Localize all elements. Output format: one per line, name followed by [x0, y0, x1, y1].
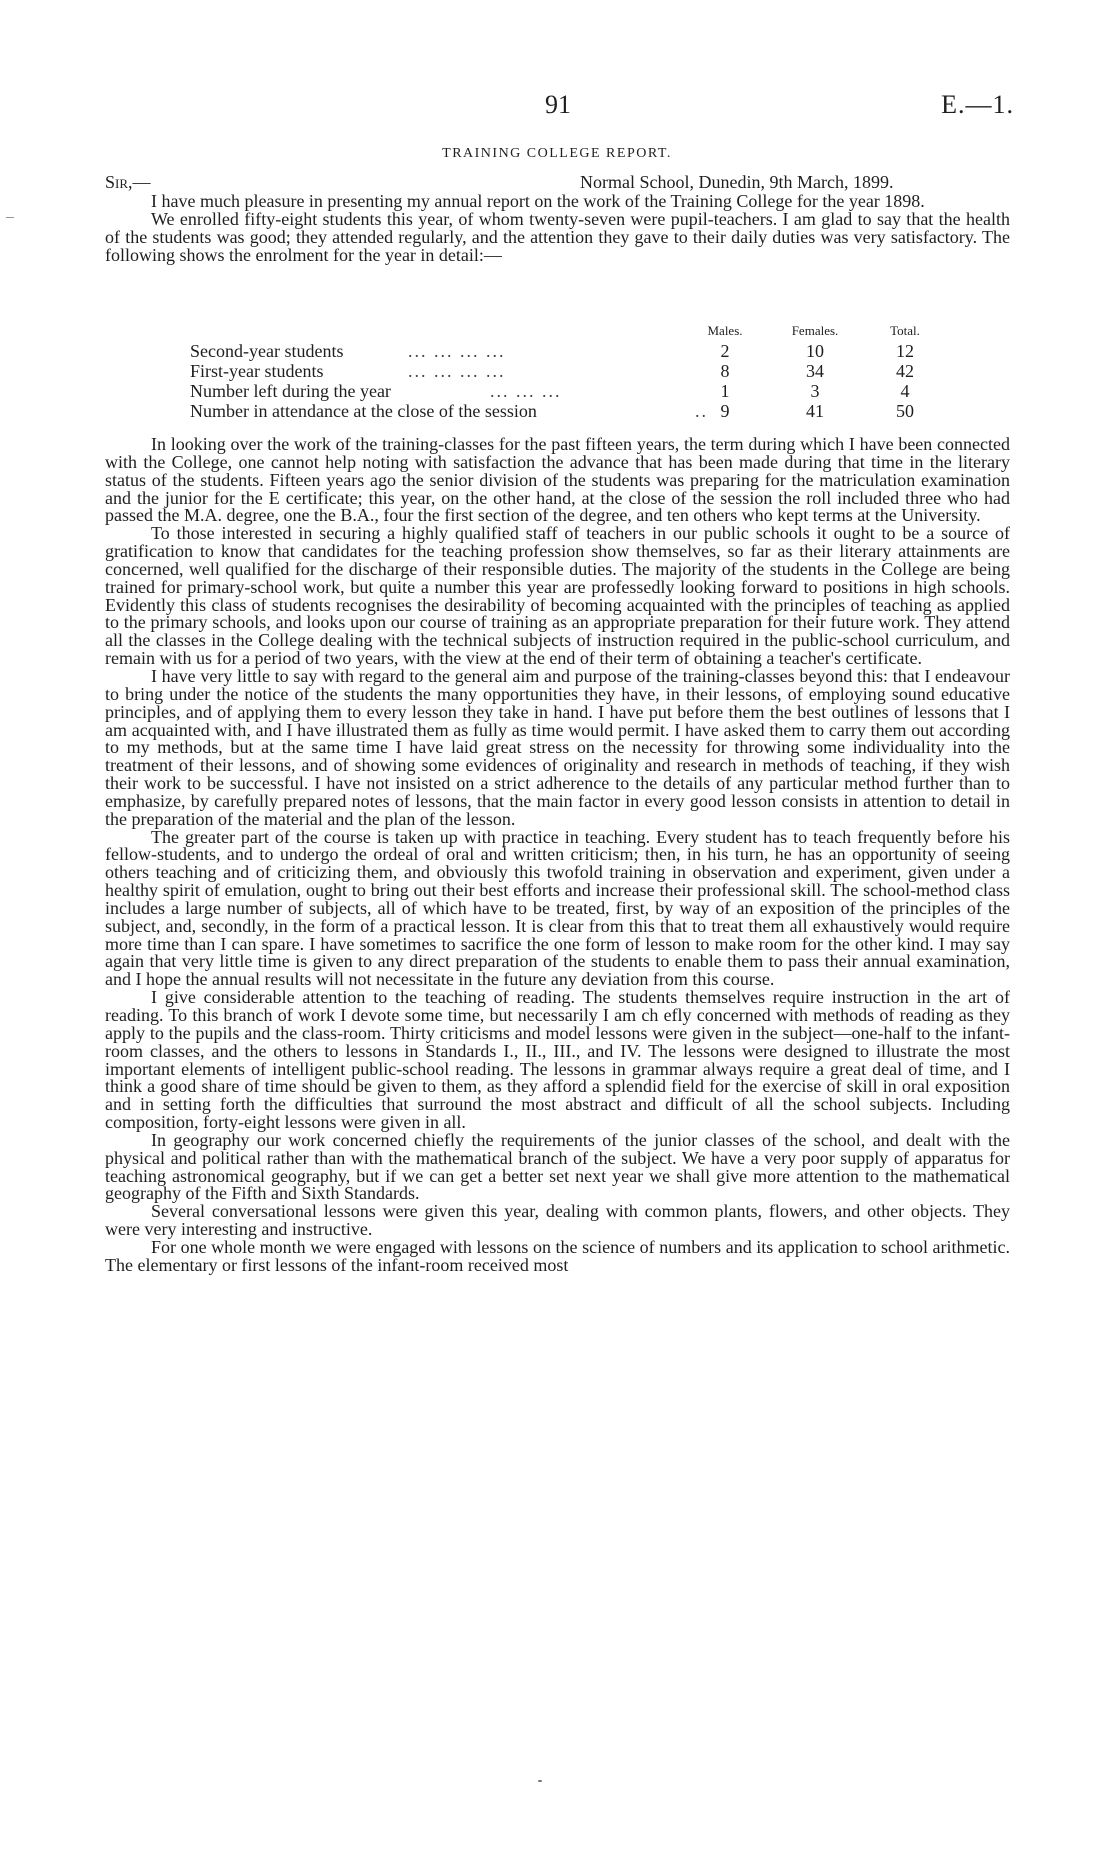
row-label: Second-year students: [190, 341, 344, 361]
males-value: 1: [720, 381, 730, 401]
paragraph: The greater part of the course is taken up with practice in teaching. Every student has to teach frequently before his fellow-students, and to undergo the ordeal of oral and written criticism; then, in his turn, he has an opportunity of seeing others teaching and of criticizing them, and obviously this twofold training in observation and experiment, given under a healthy spirit of emulation, ought to bring out their best efforts and increase their professional skill. The school-method class includes a large number of subjects, all of which have to be treated, first, by way of an exposition of the principles of the subject, and, secondly, in the form of a practical lesson. It is clear from this that to treat them all exhaustively would require more time than I can spare. I have sometimes to sacrifice the one form of lesson to make room for the other kind. I may say again that very little time is given to any direct preparation of the students to enable them to pass their annual examination, and I hope the annual results will not necessitate in the future any deviation from this course.: [105, 826, 1010, 990]
females-value: 10: [806, 341, 824, 361]
page-header: [0, 90, 1114, 130]
males-value: 2: [720, 341, 730, 361]
row-label-cell: [190, 341, 680, 361]
leader-dots: ... ... ...: [490, 381, 562, 401]
row-label: First-year students: [190, 361, 324, 381]
leader-dots: ... ... ... ...: [408, 361, 506, 381]
row-label: Number in attendance at the close of the session: [190, 401, 537, 421]
document-reference: E.—1.: [941, 90, 1014, 119]
row-label: Number left during the year: [190, 381, 391, 401]
males-value: 8: [720, 361, 730, 381]
table-header-row: [190, 323, 950, 341]
report-body: [105, 436, 1010, 1275]
females-value: 41: [806, 401, 824, 421]
intro-text: [105, 193, 1010, 265]
salutation: Sir,—: [105, 172, 151, 192]
table-row: [190, 401, 950, 421]
table-row: [190, 341, 950, 361]
column-header-females: Females.: [791, 323, 839, 338]
column-header-total: Total.: [890, 323, 920, 338]
row-label-cell: [190, 381, 680, 401]
paragraph: To those interested in securing a highly qualified staff of teachers in our public schools it ought to be a source of gratification to know that candidates for the teaching profession show themselves, so far as their literary attainments are concerned, well qualified for the discharge of their responsible duties. The majority of the students in the College are being trained for primary-school work, but quite a number this year are professedly looking forward to positions in high schools. Evidently this class of students recognises the desirability of becoming acquainted with the principles of teaching as applied to the primary schools, and looks upon our course of training as an appropriate preparation for their future work. They attend all the classes in the College dealing with the technical subjects of instruction required in the public-school curriculum, and remain with us for a period of two years, with the view at the end of their term of obtaining a teacher's certificate.: [105, 523, 1010, 669]
enrolment-table: [190, 323, 950, 421]
total-value: 12: [896, 341, 914, 361]
paragraph: I have much pleasure in presenting my annual report on the work of the Training College for the year 1898.: [151, 191, 925, 211]
paragraph: Several conversational lessons were given this year, dealing with common plants, flowers, and other objects. They were very interesting and instructive.: [105, 1201, 1010, 1240]
paragraph: In geography our work concerned chiefly the requirements of the junior classes of the school, and dealt with the physical and political rather than with the mathematical branch of the subject. We have a very poor supply of apparatus for teaching astronomical geography, but if we can get a better set next year we shall give more attention to the mathematical geography of the Fifth and Sixth Standards.: [105, 1129, 1010, 1204]
females-value: 3: [810, 381, 820, 401]
place-date: Normal School, Dunedin, 9th March, 1899.: [580, 172, 894, 192]
males-value: 9: [720, 401, 730, 421]
paragraph: I give considerable attention to the teaching of reading. The students themselves require instruction in the art of reading. To this branch of work I devote some time, but necessarily I am ch efly concerned with methods of reading as they apply to the pupils and the class-room. Thirty criticisms and model lessons were given in the subject—one-half to the infant-room classes, and the others to lessons in Standards I., II., III., and IV. The lessons were designed to illustrate the most important elements of intelligent public-school reading. The lessons in grammar always require a great deal of time, and I think a good share of time should be given to them, as they afford a splendid field for the exercise of skill in oral exposition and in setting forth the difficulties that surround the most abstract and difficult of all the school subjects. Including composition, forty-eight lessons were given in all.: [105, 987, 1010, 1133]
table-row: [190, 381, 950, 401]
table-row: [190, 361, 950, 381]
paragraph: We enrolled fifty-eight students this year, of whom twenty-seven were pupil-teachers. I am glad to say that the health of the students was good; they attended regularly, and the attention they gave to their daily duties was very satisfactory. The following shows the enrolment for the year in detail:—: [105, 208, 1010, 265]
leader-dots: ... ... ... ...: [408, 341, 506, 361]
report-title: TRAINING COLLEGE REPORT.: [442, 146, 672, 161]
total-value: 4: [900, 381, 910, 401]
column-header-males: Males.: [707, 323, 743, 338]
paragraph: For one whole month we were engaged with lessons on the science of numbers and its application to school arithmetic. The elementary or first lessons of the infant-room received most: [105, 1236, 1010, 1275]
females-value: 34: [806, 361, 824, 381]
total-value: 50: [896, 401, 914, 421]
leader-dots: ..: [695, 401, 708, 421]
row-label-cell: [190, 401, 708, 421]
margin-mark: [6, 217, 14, 218]
paragraph: In looking over the work of the training-classes for the past fifteen years, the term during which I have been connected with the College, one cannot help noting with satisfaction the advance that has been made during that time in the literary status of the students. Fifteen years ago the senior division of the students was preparing for the matriculation examination and the junior for the E certificate; this year, on the other hand, at the close of the session the roll included three who had passed the M.A. degree, one the B.A., four the first section of the degree, and ten others who kept terms at the University.: [105, 434, 1010, 526]
paragraph: I have very little to say with regard to the general aim and purpose of the training-classes beyond this: that I endeavour to bring under the notice of the students the many opportunities they have, in their lessons, of employing sound educative principles, and of applying them to every lesson they take in hand. I have put before them the best outlines of lessons that I am acquainted with, and I have illustrated them as fully as time would permit. I have asked them to carry them out according to my methods, but at the same time I have laid great stress on the necessity for throwing some individuality into the treatment of their lessons, and of showing some evidences of originality and research in methods of teaching, if they wish their work to be successful. I have not insisted on a strict adherence to the details of any particular method further than to emphasize, by carefully prepared notes of lessons, that the main factor in every good lesson consists in attention to detail in the preparation of the material and the plan of the lesson.: [105, 665, 1010, 829]
total-value: 42: [896, 361, 914, 381]
scan-speck: [538, 1780, 542, 1782]
page-number: 91: [545, 90, 571, 119]
row-label-cell: [190, 361, 680, 381]
